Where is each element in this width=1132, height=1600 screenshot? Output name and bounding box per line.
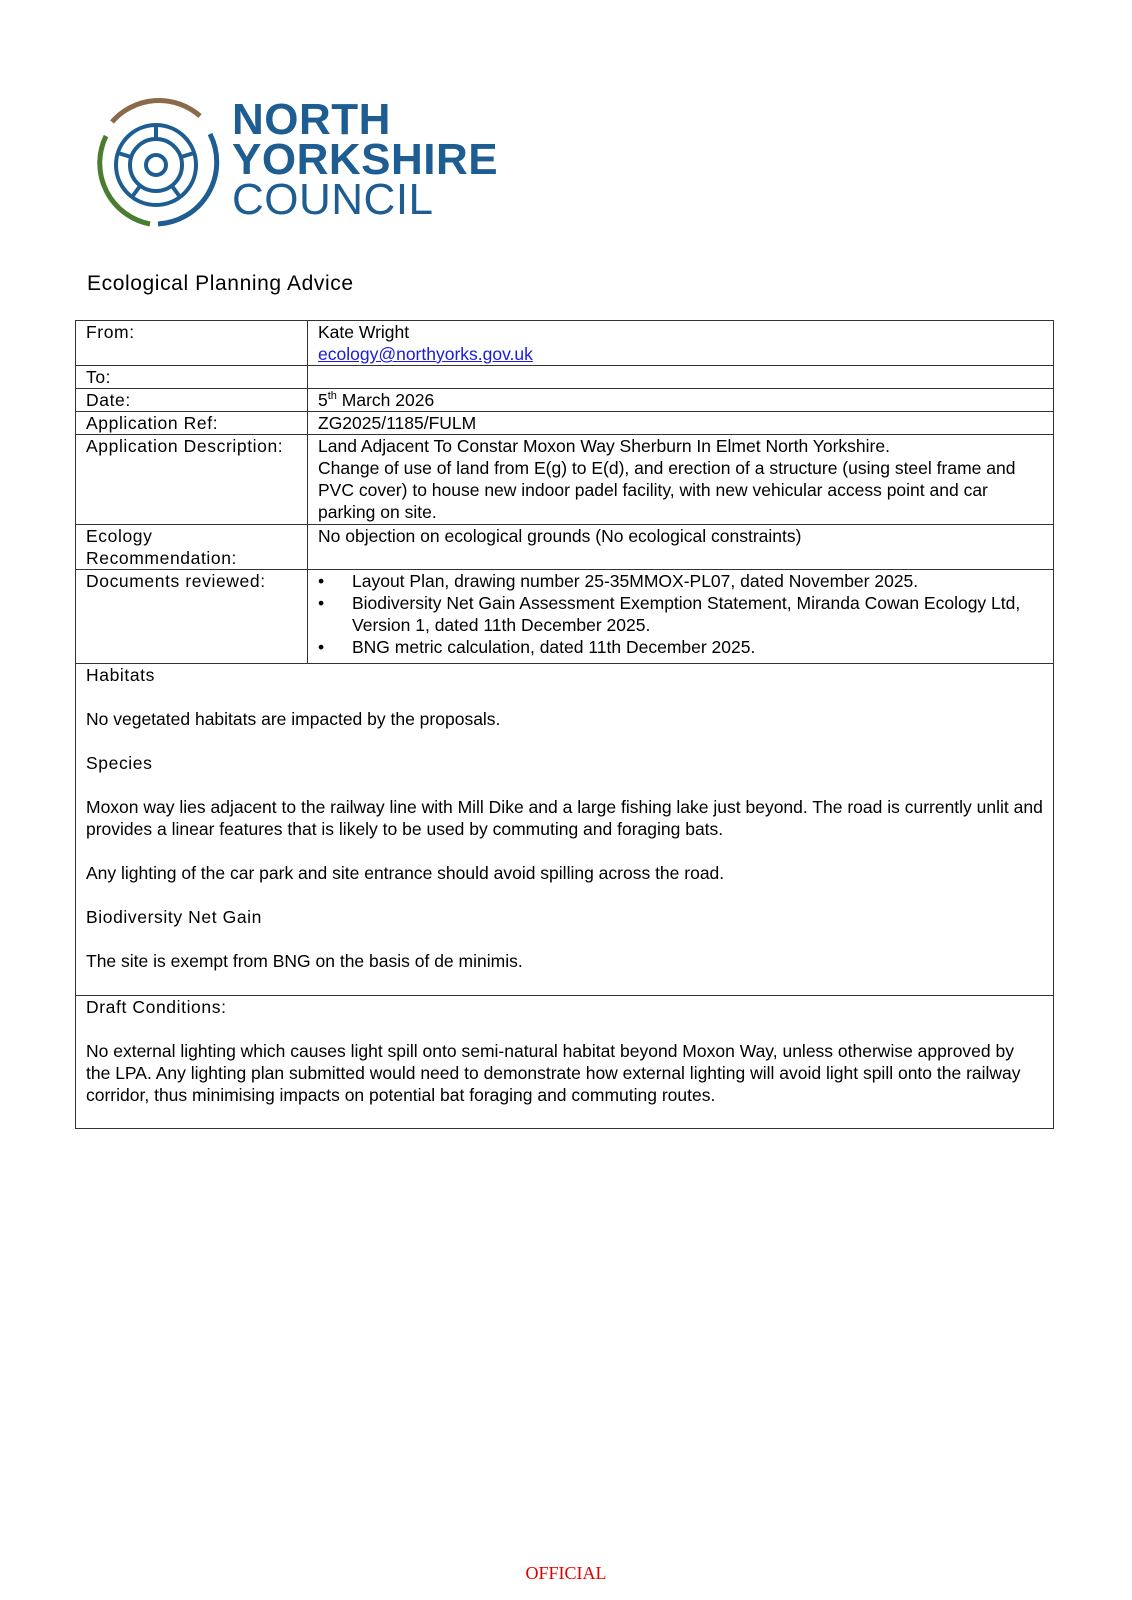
- table-row-body: [76, 664, 1054, 996]
- assessment-section: [76, 664, 1054, 996]
- logo-line-north: NORTH: [232, 95, 391, 144]
- list-item: • Layout Plan, drawing number 25-35MMOX-PL07, dated November 2025.: [342, 570, 1043, 592]
- description-label: Application Description:: [76, 435, 308, 525]
- recommendation-label: Ecology Recommendation:: [76, 525, 308, 570]
- habitats-heading: Habitats: [86, 665, 155, 685]
- list-item: • Biodiversity Net Gain Assessment Exemption Statement, Miranda Cowan Ecology Ltd, Version 1, dated 11th December 2025.: [342, 592, 1043, 636]
- list-item: • BNG metric calculation, dated 11th December 2025.: [342, 636, 1043, 658]
- draft-conditions-heading: Draft Conditions:: [86, 997, 227, 1017]
- yorkshire-rose-icon: [92, 94, 227, 234]
- species-text-1: Moxon way lies adjacent to the railway line with Mill Dike and a large fishing lake just beyond. The road is currently unlit and provides a linear features that is likely to be used by commuting and foraging bats.: [86, 797, 1043, 839]
- habitats-text: No vegetated habitats are impacted by the proposals.: [86, 709, 501, 729]
- description-value: [308, 435, 1054, 525]
- from-name: Kate Wright: [318, 322, 410, 342]
- date-day: 5: [318, 390, 328, 410]
- documents-value: [308, 570, 1054, 664]
- classification-footer: OFFICIAL: [525, 1563, 607, 1583]
- council-logo: [92, 94, 499, 234]
- table-row-description: [76, 435, 1054, 525]
- description-line-1: Land Adjacent To Constar Moxon Way Sherburn In Elmet North Yorkshire.: [318, 436, 890, 456]
- advice-table: [75, 320, 1054, 1129]
- species-text-2: Any lighting of the car park and site entrance should avoid spilling across the road.: [86, 863, 725, 883]
- draft-conditions-section: [76, 996, 1054, 1129]
- page-title: Ecological Planning Advice: [87, 272, 354, 295]
- date-suffix: th: [327, 390, 337, 403]
- documents-list: [318, 570, 1043, 658]
- table-row-ref: [76, 412, 1054, 435]
- draft-conditions-text: No external lighting which causes light spill onto semi-natural habitat beyond Moxon Way, unless otherwise approved by the LPA. Any lighting plan submitted would need to demonstrate how external lighting will avoid light spill onto the railway corridor, thus minimising impacts on potential bat foraging and commuting routes.: [86, 1041, 1021, 1105]
- logo-line-council: COUNCIL: [232, 175, 434, 224]
- table-row-date: [76, 389, 1054, 412]
- date-rest: March 2026: [336, 390, 435, 410]
- table-row-documents: [76, 570, 1054, 664]
- bng-text: The site is exempt from BNG on the basis of de minimis.: [86, 951, 523, 971]
- to-label: To:: [76, 366, 308, 389]
- table-row-recommendation: [76, 525, 1054, 570]
- ref-value: ZG2025/1185/FULM: [308, 412, 1054, 435]
- documents-label: Documents reviewed:: [76, 570, 308, 664]
- date-label: Date:: [76, 389, 308, 412]
- from-value: [308, 321, 1054, 366]
- table-row-to: [76, 366, 1054, 389]
- table-row-draft-conditions: [76, 996, 1054, 1129]
- to-value: [308, 366, 1054, 389]
- table-row-from: [76, 321, 1054, 366]
- recommendation-value: No objection on ecological grounds (No ecological constraints): [308, 525, 1054, 570]
- logo-line-yorkshire: YORKSHIRE: [232, 135, 499, 184]
- date-value: [308, 389, 1054, 412]
- from-email-link[interactable]: ecology@northyorks.gov.uk: [318, 344, 533, 364]
- ref-label: Application Ref:: [76, 412, 308, 435]
- bng-heading: Biodiversity Net Gain: [86, 907, 262, 927]
- description-line-2: Change of use of land from E(g) to E(d), and erection of a structure (using steel frame and PVC cover) to house new indoor padel facility, with new vehicular access point and car parking on site.: [318, 458, 1016, 522]
- from-label: From:: [76, 321, 308, 366]
- species-heading: Species: [86, 753, 153, 773]
